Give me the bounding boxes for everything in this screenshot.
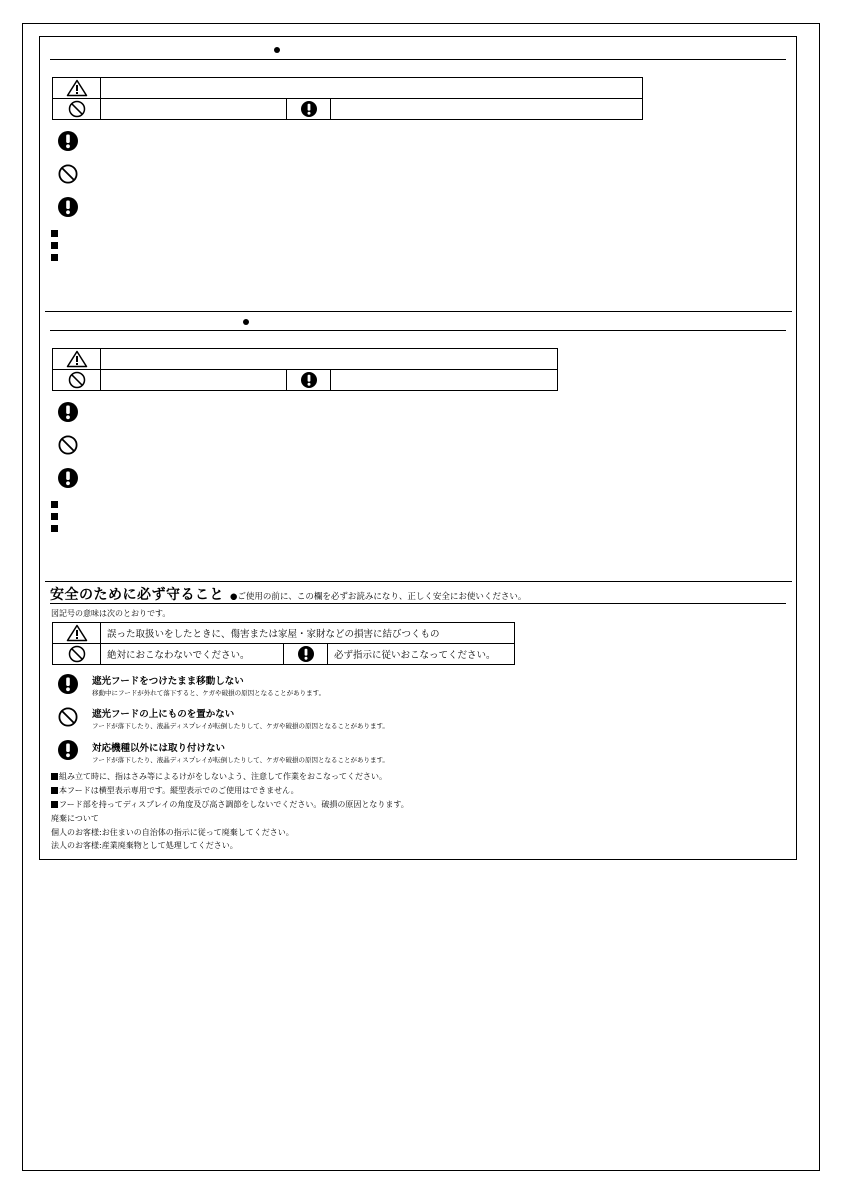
section-1-mandatory-text-cell — [331, 99, 643, 120]
caution-triangle-icon — [66, 624, 88, 642]
section-lead-note: ●ご使用の前に、この欄を必ずお読みになり、正しく安全にお使いください。 — [230, 592, 527, 602]
legend-intro: 図記号の意味は次のとおりです。 — [51, 609, 171, 618]
prohibition-icon — [58, 707, 78, 727]
section-2-prohibit-text-cell — [101, 370, 287, 391]
disposal-heading: 廃棄について — [51, 814, 99, 823]
caution-meaning: 誤った取扱いをしたときに、傷害または家屋・家財などの損害に結びつくもの — [101, 623, 515, 644]
symbol-legend-table — [52, 622, 515, 665]
warning-title: 対応機種以外には取り付けない — [92, 743, 226, 754]
section-2-mandatory-text-cell — [331, 370, 558, 391]
bullet-square — [51, 787, 58, 794]
mandatory-icon — [301, 372, 317, 388]
section-2-bullet — [51, 525, 58, 532]
caution-triangle-icon — [66, 350, 88, 368]
prohibition-icon — [58, 435, 78, 455]
section-1-rule — [50, 59, 786, 60]
section-1-bullet — [51, 242, 58, 249]
section-2-caution-text-cell — [101, 349, 558, 370]
bullet-text: 本フードは横型表示専用です。縦型表示でのご使用はできません。 — [59, 786, 299, 795]
section-2-dot — [243, 319, 249, 325]
disposal-line: 法人のお客様:産業廃棄物として処理してください。 — [51, 841, 238, 850]
section-1-caution-text-cell — [101, 78, 643, 99]
prohibition-icon — [68, 100, 86, 118]
mandatory-icon — [301, 101, 317, 117]
section-1-prohibit-text-cell — [101, 99, 287, 120]
bullet-square — [51, 773, 58, 780]
section-1-prohibit-cell — [53, 99, 101, 120]
warning-description: 移動中にフードが外れて落下すると、ケガや破損の原因となることがあります。 — [92, 689, 326, 697]
section-2-bullet — [51, 513, 58, 520]
prohibition-icon — [68, 645, 86, 663]
section-2-legend-table — [52, 348, 558, 391]
warning-description: フードが落下したり、液晶ディスプレイが転倒したりして、ケガや破損の原因となることがあります。 — [92, 722, 389, 730]
mandatory-icon — [58, 197, 78, 217]
mandatory-icon — [58, 468, 78, 488]
mandatory-icon — [58, 674, 78, 694]
mandatory-icon — [58, 402, 78, 422]
prohibition-icon — [58, 164, 78, 184]
section-3-rule — [50, 603, 786, 604]
bullet-text: フード部を持ってディスプレイの角度及び高さ調節をしないでください。破損の原因となります。 — [59, 800, 409, 809]
section-title: 安全のために必ず守ること — [50, 587, 224, 603]
content-panel — [39, 36, 797, 860]
section-2-bullet — [51, 501, 58, 508]
section-1-caution-cell — [53, 78, 101, 99]
section-1-bullet — [51, 230, 58, 237]
mandatory-icon — [58, 131, 78, 151]
warning-description: フードが落下したり、液晶ディスプレイが転倒したりして、ケガや破損の原因となることがあります。 — [92, 756, 389, 764]
prohibition-icon — [68, 371, 86, 389]
bullet-text: 組み立て時に、指はさみ等によるけがをしないよう、注意して作業をおこなってください。 — [59, 772, 387, 781]
prohibit-meaning: 絶対におこなわないでください。 — [101, 644, 284, 665]
section-1-bullet — [51, 254, 58, 261]
section-1-mandatory-cell — [287, 99, 331, 120]
block-divider — [45, 311, 792, 312]
block-divider — [45, 581, 792, 582]
section-2-rule — [50, 330, 786, 331]
mandatory-symbol-cell — [284, 644, 328, 665]
section-1-dot — [274, 47, 280, 53]
section-2-caution-cell — [53, 349, 101, 370]
mandatory-icon — [298, 646, 314, 662]
section-2-mandatory-cell — [287, 370, 331, 391]
disposal-line: 個人のお客様:お住まいの自治体の指示に従って廃棄してください。 — [51, 828, 294, 837]
caution-symbol-cell — [53, 623, 101, 644]
warning-title: 遮光フードをつけたまま移動しない — [92, 676, 244, 687]
prohibit-symbol-cell — [53, 644, 101, 665]
warning-title: 遮光フードの上にものを置かない — [92, 709, 235, 720]
bullet-square — [51, 801, 58, 808]
mandatory-meaning: 必ず指示に従いおこなってください。 — [328, 644, 515, 665]
section-1-legend-table — [52, 77, 643, 120]
caution-triangle-icon — [66, 79, 88, 97]
section-2-prohibit-cell — [53, 370, 101, 391]
mandatory-icon — [58, 740, 78, 760]
